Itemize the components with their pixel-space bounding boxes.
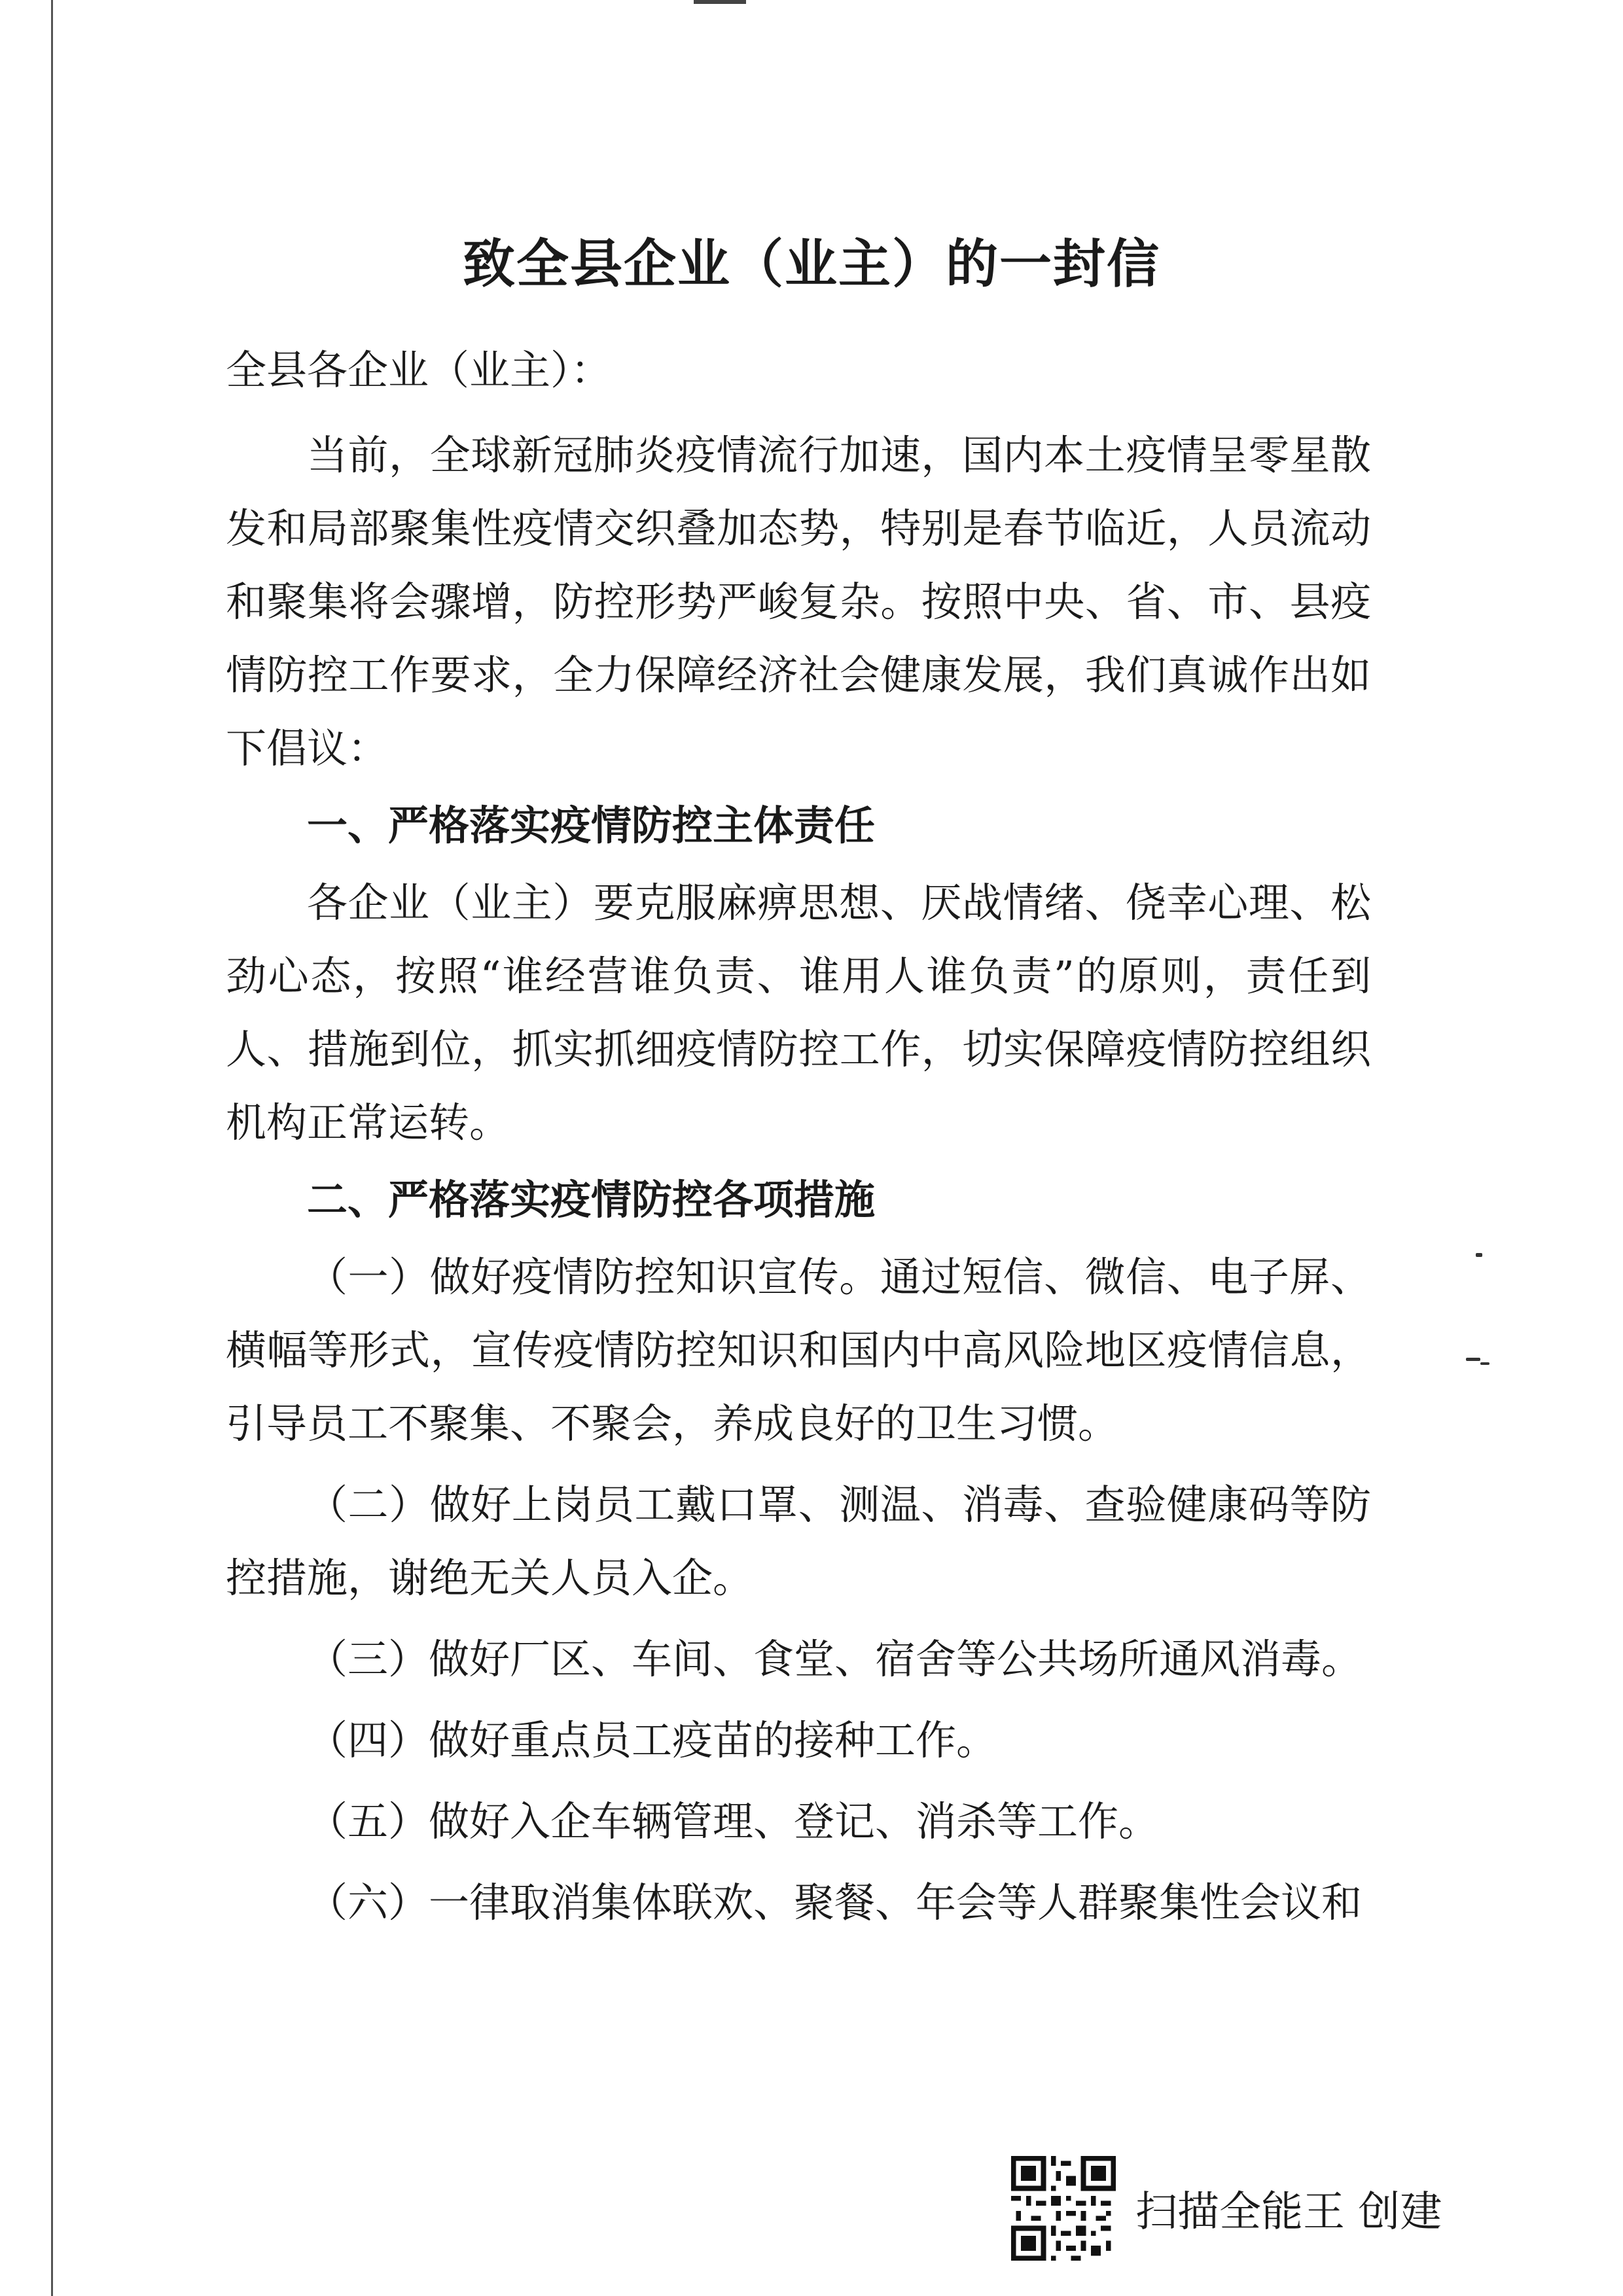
section-1-body: 各企业（业主）要克服麻痹思想、厌战情绪、侥幸心理、松劲心态，按照“谁经营谁负责、谁用人谁负责”的原则，责任到人、措施到位，抓实抓细疫情防控工作，切实保障疫情防控组织机构正常运转。 xyxy=(226,879,1371,1146)
scan-page-edge xyxy=(51,0,53,2296)
qr-code-icon xyxy=(1011,2156,1116,2261)
letter-body xyxy=(226,419,1371,1947)
document-title: 致全县企业（业主）的一封信 xyxy=(463,232,1160,294)
section-2-item: （一）做好疫情防控知识宣传。通过短信、微信、电子屏、横幅等形式，宣传疫情防控知识和国内中高风险地区疫情信息，引导员工不聚集、不聚会，养成良好的卫生习惯。 xyxy=(226,1253,1371,1447)
section-2-item: （五）做好入企车辆管理、登记、消杀等工作。 xyxy=(307,1797,1160,1845)
scanner-watermark xyxy=(1011,2153,1442,2264)
section-2-heading: 二、严格落实疫情防控各项措施 xyxy=(307,1176,876,1224)
section-2-item: （六）一律取消集体联欢、聚餐、年会等人群聚集性会议和 xyxy=(307,1879,1363,1926)
section-1-heading: 一、严格落实疫情防控主体责任 xyxy=(307,802,876,849)
section-2-item: （三）做好厂区、车间、食堂、宿舍等公共场所通风消毒。 xyxy=(307,1635,1363,1683)
intro-paragraph: 当前，全球新冠肺炎疫情流行加速，国内本土疫情呈零星散发和局部聚集性疫情交织叠加态势，特别是春节临近，人员流动和聚集将会骤增，防控形势严峻复杂。按照中央、省、市、县疫情防控工作要求，全力保障经济社会健康发展，我们真诚作出如下倡议： xyxy=(226,431,1371,772)
salutation: 全县各企业（业主）： xyxy=(226,346,612,394)
section-2-item: （四）做好重点员工疫苗的接种工作。 xyxy=(307,1716,997,1764)
section-2-item: （二）做好上岗员工戴口罩、测温、消毒、查验健康码等防控措施，谢绝无关人员入企。 xyxy=(226,1481,1371,1602)
scan-top-mark xyxy=(694,0,746,4)
scanner-watermark-text: 扫描全能王 创建 xyxy=(1135,2188,1442,2236)
